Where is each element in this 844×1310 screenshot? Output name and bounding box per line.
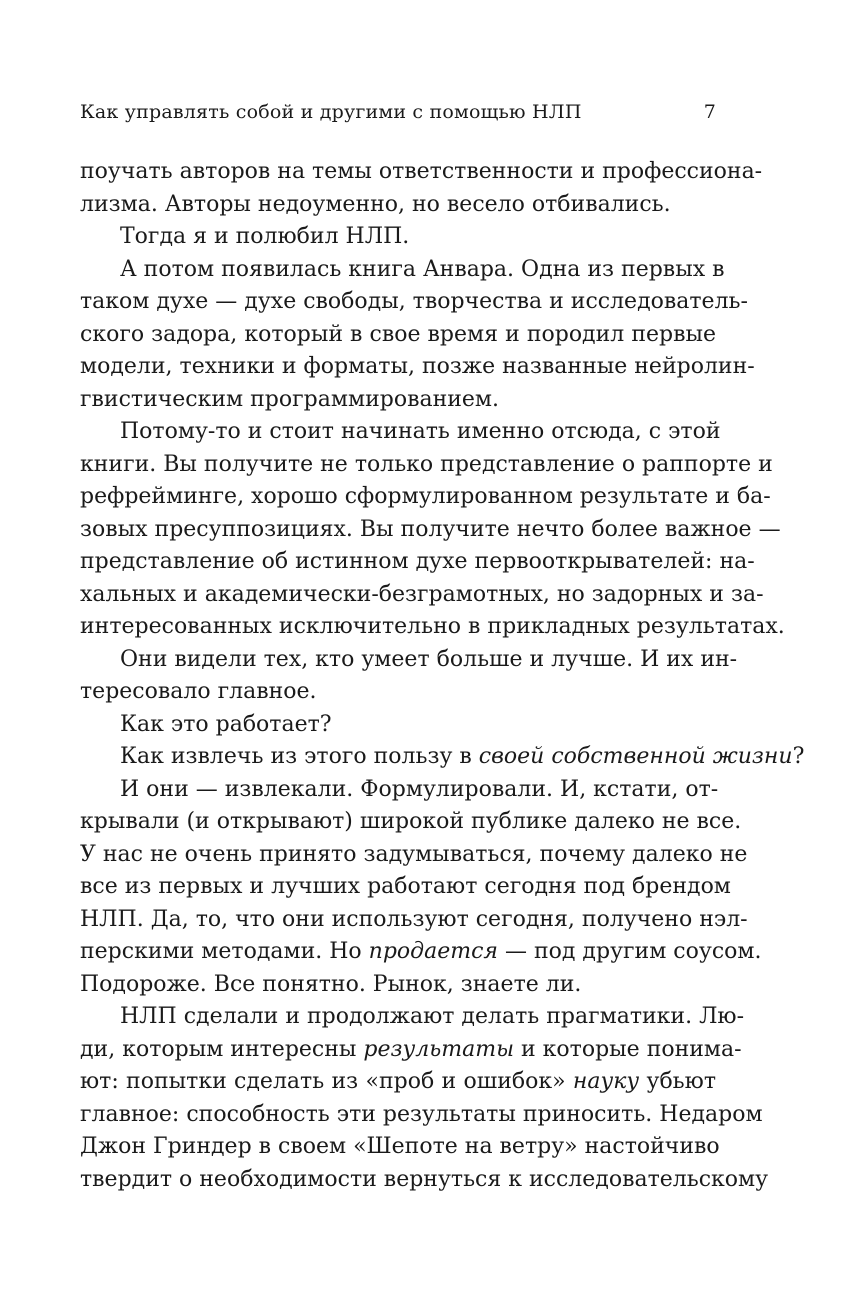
text-line [80, 1099, 763, 1132]
text-line [80, 254, 725, 287]
text-segment: Как это работает? [120, 711, 332, 737]
text-segment: модели, техники и форматы, позже названные нейролин- [80, 354, 755, 379]
text-segment: интересованных исключительно в прикладных результатах. [80, 614, 785, 639]
text-segment: все из первых и лучших работают сегодня под брендом [80, 874, 731, 899]
text-segment: Потому-то и стоит начинать именно отсюда, с этой [120, 419, 721, 444]
text-segment: крывали (и открывают) широкой публике далеко не все. [80, 809, 742, 834]
text-segment: Они видели тех, кто умеет больше и лучше. И их ин- [120, 646, 738, 672]
text-segment: — под другим соусом. [498, 939, 762, 964]
text-line [80, 741, 805, 774]
text-line [80, 1131, 720, 1164]
text-segment: Как извлечь из этого пользу в [120, 744, 479, 769]
text-line [80, 1034, 742, 1067]
text-segment: А потом появилась книга Анвара. Одна из первых в [120, 256, 725, 282]
text-segment: книги. Вы получите не только представление о раппорте и [80, 451, 773, 477]
text-segment: НЛП сделали и продолжают делать прагматики. Лю- [120, 1004, 745, 1029]
text-segment: Джон Гриндер в своем «Шепоте на ветру» настойчиво [80, 1134, 720, 1159]
italic-text: результаты [363, 1036, 515, 1062]
text-segment: твердит о необходимости вернуться к исследовательскому [80, 1166, 769, 1192]
text-segment: поучать авторов на темы ответственности и профессиона- [80, 159, 763, 184]
text-line [80, 416, 721, 449]
text-line [80, 286, 748, 319]
text-segment: НЛП. Да, то, что они используют сегодня, получено нэл- [80, 906, 748, 932]
text-line [80, 449, 773, 482]
text-line [80, 319, 716, 352]
text-line [80, 676, 716, 709]
italic-text: продается [368, 939, 498, 964]
text-line [80, 1001, 745, 1034]
text-line [80, 156, 763, 189]
text-line [80, 351, 755, 384]
text-segment: И они — извлекали. Формулировали. И, кстати, от- [120, 776, 719, 802]
text-line [80, 904, 748, 937]
text-segment: ? [792, 744, 805, 769]
text-segment: зовых пресуппозициях. Вы получите нечто более важное — [80, 516, 781, 542]
text-segment: убьют [639, 1069, 716, 1094]
text-segment: гвистическим программированием. [80, 386, 500, 412]
italic-text: своей собственной жизни [478, 744, 793, 769]
text-segment: хальных и академически-безграмотных, но задорных и за- [80, 581, 764, 607]
text-segment: лизма. Авторы недоуменно, но весело отбивались. [80, 191, 671, 217]
text-line [80, 774, 719, 807]
text-segment: тересовало главное. [80, 679, 317, 704]
text-segment: ют: попытки сделать из «проб и ошибок» [80, 1069, 573, 1094]
text-line [80, 1164, 769, 1197]
text-line [80, 189, 716, 222]
text-line [80, 644, 738, 677]
text-line [80, 514, 781, 547]
text-segment: представление об истинном духе первооткрывателей: на- [80, 549, 755, 574]
text-segment: У нас не очень принято задумываться, почему далеко не [80, 841, 748, 867]
text-segment: рефрейминге, хорошо сформулированном результате и ба- [80, 484, 771, 509]
text-segment: Подороже. Все понятно. Рынок, знаете ли. [80, 971, 582, 997]
running-title: Как управлять собой и другими с помощью НЛП [80, 101, 582, 123]
text-segment: перскими методами. Но [80, 939, 369, 964]
text-line [80, 936, 762, 969]
text-segment: ского задора, который в свое время и породил первые [80, 321, 716, 347]
text-segment: главное: способность эти результаты приносить. Недаром [80, 1101, 763, 1127]
text-segment: таком духе — духе свободы, творчества и исследователь- [80, 289, 748, 314]
text-line [80, 221, 716, 254]
text-line [80, 546, 755, 579]
text-line [80, 481, 771, 514]
text-line [80, 611, 785, 644]
text-line [80, 384, 716, 417]
text-line [80, 1066, 716, 1099]
running-header [80, 99, 716, 125]
page-number: 7 [703, 101, 716, 123]
text-line [80, 839, 748, 872]
text-segment: Тогда я и полюбил НЛП. [120, 224, 410, 249]
text-segment: и которые понима- [514, 1036, 742, 1062]
text-line [80, 806, 742, 839]
text-line [80, 709, 716, 742]
italic-text: науку [572, 1069, 640, 1094]
text-line [80, 579, 764, 612]
text-line [80, 969, 716, 1002]
text-line [80, 871, 731, 904]
text-segment: ди, которым интересны [80, 1036, 364, 1062]
body-text [80, 156, 805, 1196]
